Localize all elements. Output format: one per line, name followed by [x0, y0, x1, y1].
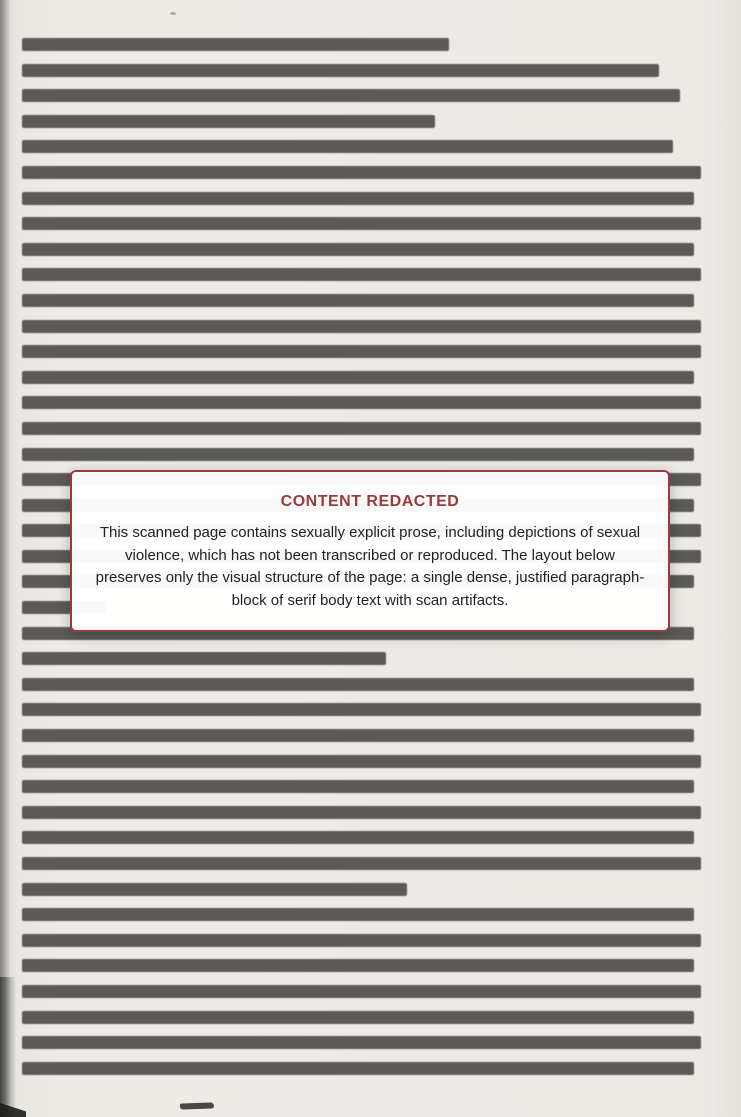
redacted-text-line [22, 678, 694, 691]
redacted-text-line [22, 192, 694, 205]
redacted-text-line [22, 908, 694, 921]
redacted-text-line [22, 371, 694, 384]
redacted-text-line [22, 396, 701, 409]
redacted-text-line [22, 243, 694, 256]
redaction-notice-body: This scanned page contains sexually explicit prose, including depictions of sexual violence, which has not been transcribed or reproduced. The layout below preserves only the visual structure of the page: a single dense, justified paragraph-block of serif body text with scan artifacts. [95, 524, 645, 609]
redacted-text-line [22, 729, 694, 742]
scan-artifact-squiggle [180, 1102, 214, 1109]
redacted-text-line [22, 780, 694, 793]
redacted-text-line [22, 268, 701, 281]
redacted-text-line [22, 934, 701, 947]
redaction-notice [70, 470, 670, 632]
redacted-text-line [22, 831, 694, 844]
page-gutter-shadow [0, 0, 10, 1117]
redacted-text-line [22, 883, 407, 896]
redacted-text-line [22, 320, 701, 333]
redacted-text-line [22, 89, 680, 102]
redacted-text-line [22, 448, 694, 461]
redacted-text-line [22, 703, 701, 716]
redacted-text-line [22, 857, 701, 870]
redacted-text-line [22, 652, 386, 665]
redacted-text-line [22, 1011, 694, 1024]
redacted-text-line [22, 294, 694, 307]
redacted-text-line [22, 345, 701, 358]
redacted-text-line [22, 115, 435, 128]
redacted-text-line [22, 217, 701, 230]
redacted-text-line [22, 755, 701, 768]
redacted-text-line [22, 64, 659, 77]
redacted-text-line [22, 1036, 701, 1049]
redacted-text-line [22, 422, 701, 435]
page-gutter-shadow-bottom [0, 977, 16, 1117]
redacted-text-line [22, 985, 701, 998]
redacted-text-line [22, 959, 694, 972]
redacted-text-line [22, 38, 449, 51]
redacted-text-line [22, 140, 673, 153]
scan-artifact-speck [170, 12, 176, 15]
redacted-text-line [22, 1062, 694, 1075]
redaction-notice-title: CONTENT REDACTED [280, 493, 460, 510]
redacted-text-line [22, 806, 701, 819]
redacted-text-line [22, 166, 701, 179]
